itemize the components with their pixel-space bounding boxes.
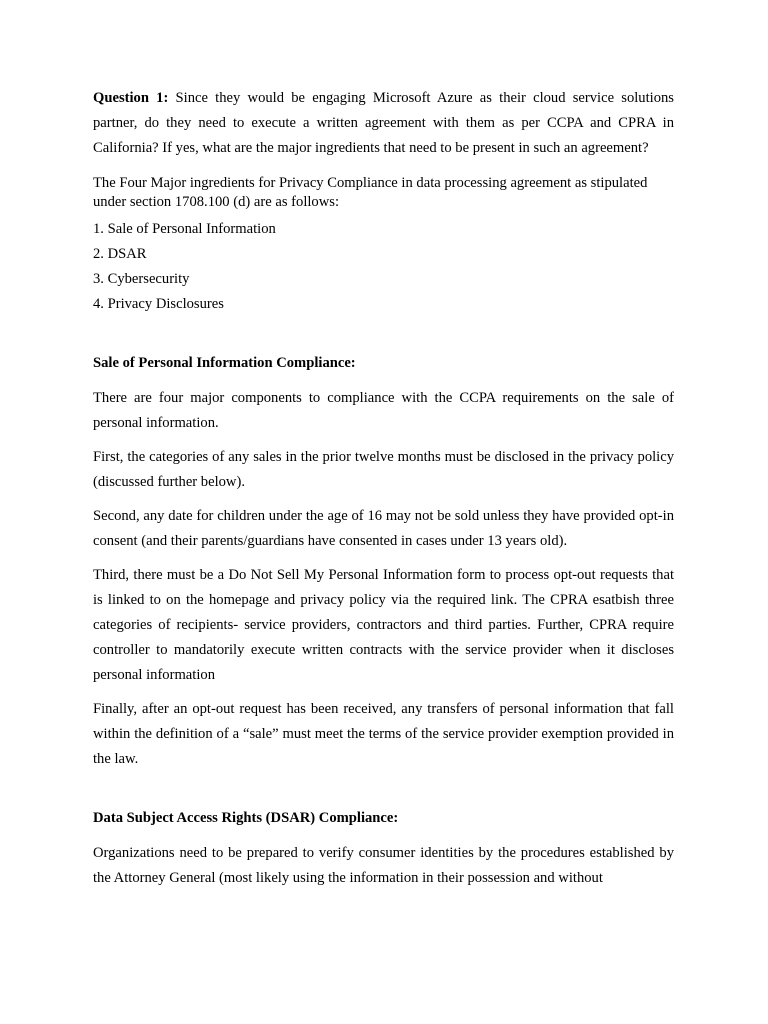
list-item: 4. Privacy Disclosures xyxy=(93,296,224,312)
section-heading-sale: Sale of Personal Information Compliance: xyxy=(93,355,356,371)
section-paragraph: Third, there must be a Do Not Sell My Personal Information form to process opt-out requests that is linked to on the homepage and privacy policy via the required link. The CPRA esatbish three categories of recipients- service providers, contractors and third parties. Further, CPRA require controller to mandatorily execute written contracts with the service provider when it discloses personal information xyxy=(93,567,674,683)
section-paragraph: Organizations need to be prepared to verify consumer identities by the procedures established by the Attorney General (most likely using the information in their possession and without xyxy=(93,845,674,886)
intro-paragraph: The Four Major ingredients for Privacy Compliance in data processing agreement as stipulated under section 1708.100 (d) are as follows: xyxy=(93,175,648,210)
question-text: Since they would be engaging Microsoft Azure as their cloud service solutions partner, do they need to execute a written agreement with them as per CCPA and CPRA in California? If yes, what are the major ingredients that need to be present in such an agreement? xyxy=(93,90,674,156)
question-paragraph xyxy=(93,86,674,161)
list-item: 3. Cybersecurity xyxy=(93,271,190,287)
question-label: Question 1: xyxy=(93,90,169,106)
list-item: 2. DSAR xyxy=(93,246,147,262)
ingredients-list xyxy=(93,217,674,317)
list-item: 1. Sale of Personal Information xyxy=(93,221,276,237)
section-paragraph: Finally, after an opt-out request has been received, any transfers of personal information that fall within the definition of a “sale” must meet the terms of the service provider exemption provided in the law. xyxy=(93,701,674,767)
section-paragraph: There are four major components to compliance with the CCPA requirements on the sale of personal information. xyxy=(93,390,674,431)
section-heading-dsar: Data Subject Access Rights (DSAR) Compliance: xyxy=(93,810,399,826)
document-page xyxy=(93,86,674,891)
section-paragraph: Second, any date for children under the age of 16 may not be sold unless they have provided opt-in consent (and their parents/guardians have consented in cases under 13 years old). xyxy=(93,508,674,549)
section-paragraph: First, the categories of any sales in the prior twelve months must be disclosed in the privacy policy (discussed further below). xyxy=(93,449,674,490)
